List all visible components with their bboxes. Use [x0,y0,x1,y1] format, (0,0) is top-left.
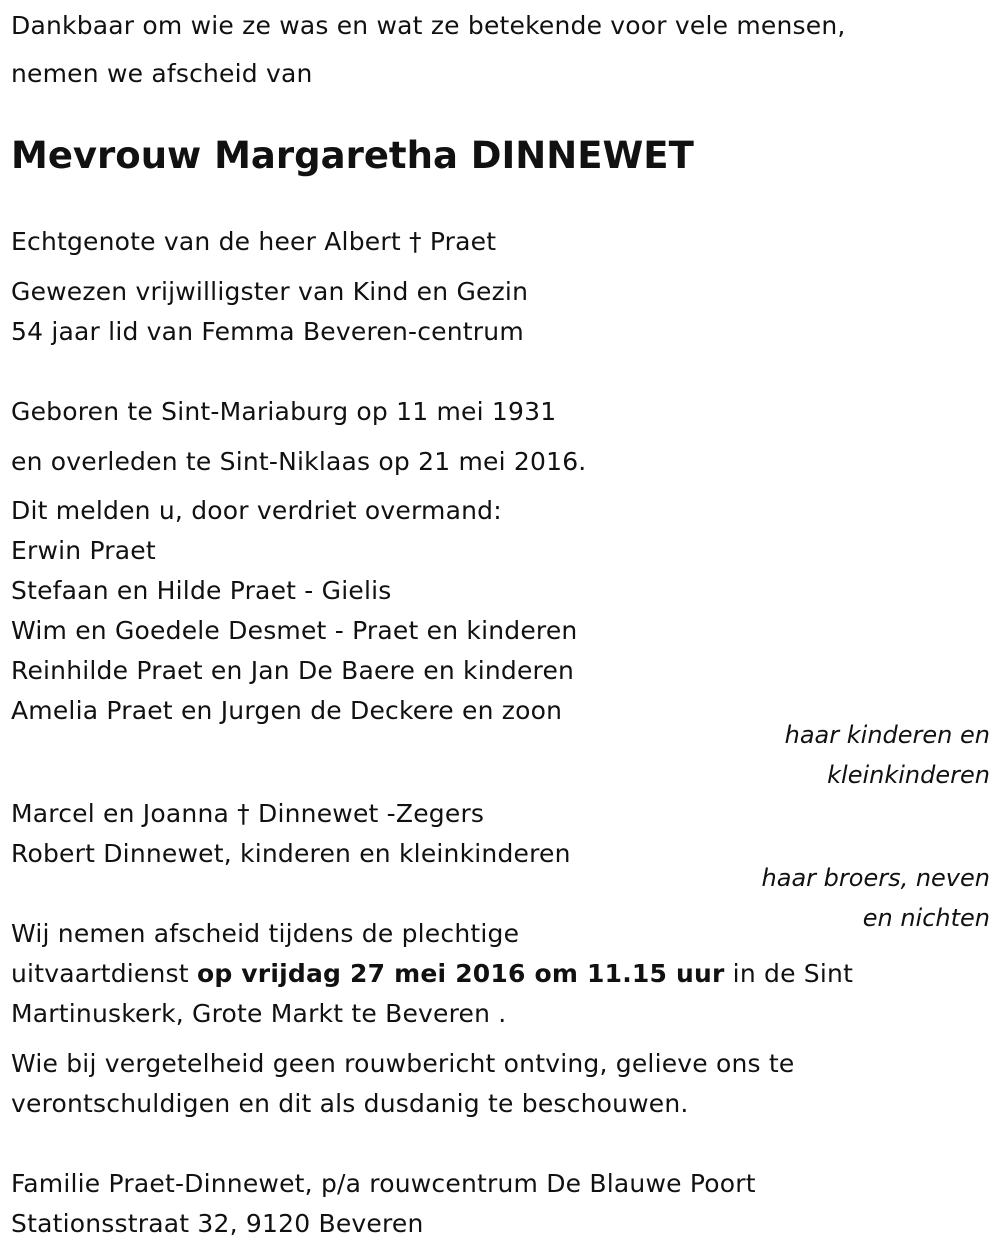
spouse-line [11,226,496,258]
family-intro: Dit melden u, door verdriet overmand: [11,496,502,525]
sibling-1 [11,798,484,830]
birth-line: Geboren te Sint-Mariaburg op 11 mei 1931 [11,397,557,426]
service-line-2 [11,958,853,990]
intro-line-1: Dankbaar om wie ze was en wat ze betekende voor vele mensen, [11,11,846,40]
service-datetime: op vrijdag 27 mei 2016 om 11.15 uur [196,959,725,988]
service-line-1: Wij nemen afscheid tijdens de plechtige [11,919,520,948]
children-note-line-1: haar kinderen en [784,721,990,749]
spouse-text: Echtgenote van de heer Albert [11,227,401,256]
service-line-3: Martinuskerk, Grote Markt te Beveren . [11,999,507,1028]
volunteer-line: Gewezen vrijwilligster van Kind en Gezin [11,277,529,306]
siblings-note-line-2: en nichten [862,904,990,932]
apology-line-1: Wie bij vergetelheid geen rouwbericht ontving, gelieve ons te [11,1049,795,1078]
deceased-name: Mevrouw Margaretha DINNEWET [11,134,694,177]
cross-icon: † [237,799,250,828]
contact-line-2: Stationsstraat 32, 9120 Beveren [11,1209,424,1238]
child-2: Stefaan en Hilde Praet - Gielis [11,576,392,605]
death-line: en overleden te Sint-Niklaas op 21 mei 2016. [11,447,587,476]
membership-line: 54 jaar lid van Femma Beveren-centrum [11,317,524,346]
child-1: Erwin Praet [11,536,156,565]
service-text-pre: uitvaartdienst [11,959,197,988]
child-3: Wim en Goedele Desmet - Praet en kinderen [11,616,578,645]
spouse-surname: Praet [429,227,497,256]
service-text-post: in de Sint [724,959,854,988]
sibling-1-surname: Dinnewet -Zegers [258,799,485,828]
cross-icon: † [408,227,422,256]
children-note-line-2: kleinkinderen [827,761,990,789]
contact-line-1: Familie Praet-Dinnewet, p/a rouwcentrum De Blauwe Poort [11,1169,756,1198]
sibling-1-names: Marcel en Joanna [11,799,230,828]
child-5: Amelia Praet en Jurgen de Deckere en zoon [11,696,563,725]
apology-line-2: verontschuldigen en dit als dusdanig te beschouwen. [11,1089,689,1118]
sibling-2: Robert Dinnewet, kinderen en kleinkinderen [11,839,571,868]
intro-line-2: nemen we afscheid van [11,59,313,88]
siblings-note-line-1: haar broers, neven [761,864,990,892]
child-4: Reinhilde Praet en Jan De Baere en kinderen [11,656,575,685]
